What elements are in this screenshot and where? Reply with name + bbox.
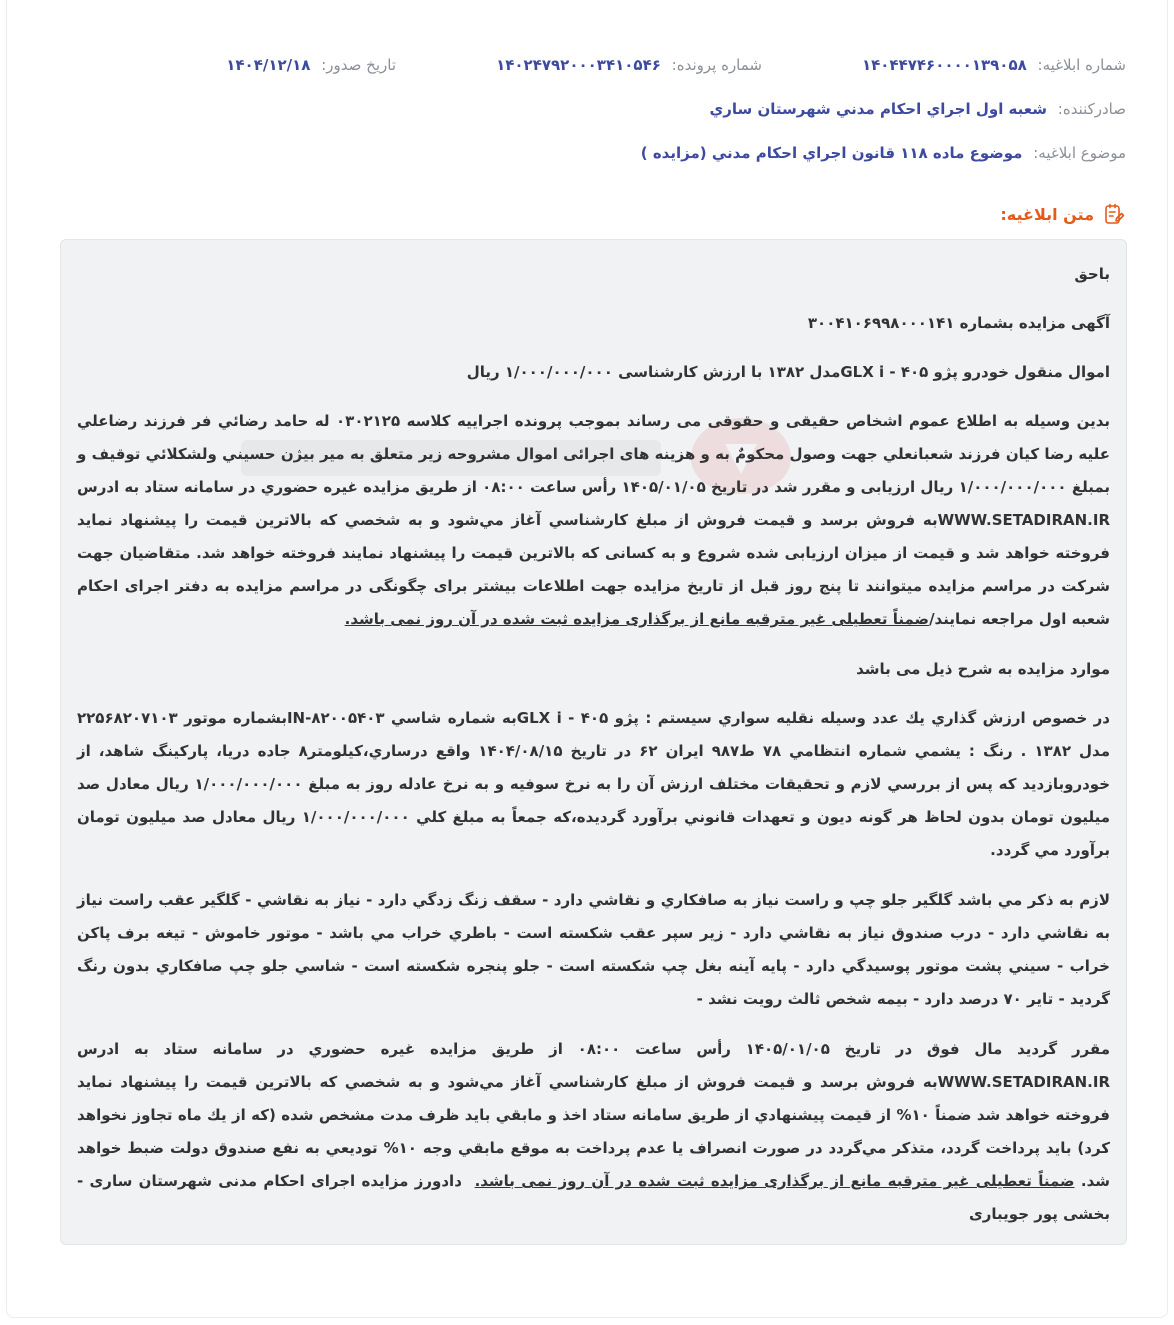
auction-terms-text: مقرر گرديد مال فوق در تاريخ ۱۴۰۵/۰۱/۰۵ رأس ساعت ۰۸:۰۰ از طريق مزايده غيره حضوري در سامانه ستاد به ادرس WWW.SETADIRAN.IRبه فروش برسد و قيمت فروش از مبلغ كارشناسي آغاز مي‌شود و به شخصي كه بالاترين قيمت را پيشنهاد نمايد فروخته خواهد شد ضمناً ۱۰% از قيمت پيشنهادي از طريق سامانه ستاد اخذ و مابقي بايد ظرف مدت مشخص شده (كه از يك ماه تجاوز نخواهد كرد) بايد پرداخت گردد، متذكر مي‌گردد در صورت انصراف يا عدم پرداخت به موقع مابقي وجه ۱۰% توديعي به نفع صندوق دولت ضبط خواهد شد. [77, 1040, 1110, 1190]
meta-row [48, 56, 1126, 82]
notice-text-heading [1000, 200, 1126, 228]
case-number [496, 56, 762, 74]
vehicle-valuation: در خصوص ارزش گذاري يك عدد وسيله نقليه سواري سيستم : پژو ۴۰۵ - GLX iبه شماره شاسي IN-۸۲۰۰۵۴۰۳بشماره موتور ۲۲۵۶۸۲۰۷۱۰۳ مدل ۱۳۸۲ . رنگ : يشمي شماره انتظامي ۷۸ ط۹۸۷ ايران ۶۲ در تاريخ ۱۴۰۴/۰۸/۱۵ واقع درساري،كيلومتر۸ جاده دريا، پاركينگ شاهد، از خودروبازديد كه پس از بررسي لازم و تحقيقات مختلف ارزش آن را به نرخ سوفيه و به نرخ عادله روز به مبلغ ۱/۰۰۰/۰۰۰/۰۰۰ ريال معادل صد ميليون تومان بدون لحاظ هر گونه ديون و تعهدات قانوني برآورد گرديده،كه جمعاً به مبلغ كلي ۱/۰۰۰/۰۰۰/۰۰۰ ريال معادل صد ميليون تومان برآورد مي گردد. [77, 709, 1111, 859]
auction-item-summary: اموال منقول خودرو پژو ۴۰۵ - GLX iمدل ۱۳۸۲ با ارزش کارشناسی ۱/۰۰۰/۰۰۰/۰۰۰ ریال [466, 363, 1110, 381]
subject-value: موضوع ماده ۱۱۸ قانون اجراي احكام مدني (مزايده ) [640, 144, 1023, 162]
issuer-value: شعبه اول اجراي احكام مدني شهرستان ساري [709, 100, 1047, 118]
issue-date-label: تاریخ صدور: [321, 56, 396, 74]
greeting: باحق [1074, 265, 1110, 283]
subject-label: موضوع ابلاغیه: [1033, 144, 1126, 162]
case-number-label: شماره پرونده: [671, 56, 762, 74]
vehicle-condition: لازم به ذكر مي باشد گلگير جلو چپ و راست نياز به صافكاري و نقاشي دارد - سقف زنگ زدگي دارد - نياز به نقاشي - گلگير عقب راست نياز به نقاشي دارد - درب صندوق نياز به نقاشي دارد - زير سپر عقب شكسته است - باطري خراب مي باشد - موتور خاموش - تيغه برف پاكن خراب - سيني پشت موتور پوسيدگي دارد - پايه آينه بغل چپ شكسته است - جلو پنجره شكسته است - شاسي جلو چپ صافكاري بدون رنگ گرديد - تاير ۷۰ درصد دارد - بيمه شخص ثالث رويت نشد - [77, 891, 1110, 1008]
auction-announcement-text: بدین وسیله به اطلاع عموم اشخاص حقیقی و حقوقی می رساند بموجب پرونده اجراییه کلاسه ۰۳۰۲۱۲۵ له حامد رضائي فر فرزند رضاعلي عليه رضا كيان فرزند شعبانعلي جهت وصول محکومٌ به و هزینه های اجرائی اموال مشروحه زیر متعلق به مير بيژن حسيني ولشكلائي توقیف و بمبلغ ۱/۰۰۰/۰۰۰/۰۰۰ ریال ارزیابی و مقرر شد در تاریخ ۱۴۰۵/۰۱/۰۵ رأس ساعت ۰۸:۰۰ از طريق مزايده غيره حضوري در سامانه ستاد به ادرس WWW.SETADIRAN.IRبه فروش برسد و قيمت فروش از مبلغ كارشناسي آغاز مي‌شود و به شخصي كه بالاترين قيمت را پيشنهاد نمايد فروخته خواهد شد و قیمت از میزان ارزیابی شده شروع و به کسانی که بالاترین قیمت را پیشنهاد نمایند فروخته خواهد شد. متقاضیان جهت شرکت در مراسم مزایده میتوانند تا پنج روز قبل از تاریخ مزایده جهت اطلاعات بیشتر برای چگونگی در مراسم مزایده به دفتر اجرای احکام شعبه اول مراجعه نمایند/ [77, 412, 1111, 628]
subject-line [641, 144, 1126, 162]
issue-date-value: ۱۴۰۴/۱۲/۱۸ [226, 56, 311, 74]
issuer-label: صادرکننده: [1057, 100, 1126, 118]
notice-number-label: شماره ابلاغیه: [1037, 56, 1126, 74]
auction-announcement [77, 405, 1110, 636]
notice-number [862, 56, 1126, 74]
notice-body [60, 239, 1127, 1245]
holiday-notice: ضمناً تعطیلی غیر مترقبه مانع از برگذاری مزایده ثبت شده در آن روز نمی باشد. [344, 610, 930, 628]
issuer-line [709, 100, 1126, 118]
auction-terms [77, 1033, 1110, 1231]
bailiff-signature: دادورز مزایده اجرای احکام مدنی شهرستان ساری - بخشی پور جویباری [77, 1172, 1110, 1223]
case-number-value: ۱۴۰۲۴۷۹۲۰۰۰۳۴۱۰۵۴۶ [496, 56, 661, 74]
notice-text-title: متن ابلاغیه: [1000, 204, 1094, 224]
notice-number-value: ۱۴۰۴۴۷۴۶۰۰۰۰۱۳۹۰۵۸ [861, 56, 1027, 74]
auction-items-heading: موارد مزایده به شرح ذیل می باشد [856, 660, 1110, 678]
holiday-notice-2: ضمناً تعطیلی غیر مترقبه مانع از برگذاری مزایده ثبت شده در آن روز نمی باشد. [474, 1172, 1075, 1190]
issue-date [226, 56, 396, 74]
document-edit-icon [1102, 202, 1126, 226]
auction-number: آگهی مزایده بشماره ۳۰۰۴۱۰۶۹۹۸۰۰۰۱۴۱ [807, 314, 1110, 332]
